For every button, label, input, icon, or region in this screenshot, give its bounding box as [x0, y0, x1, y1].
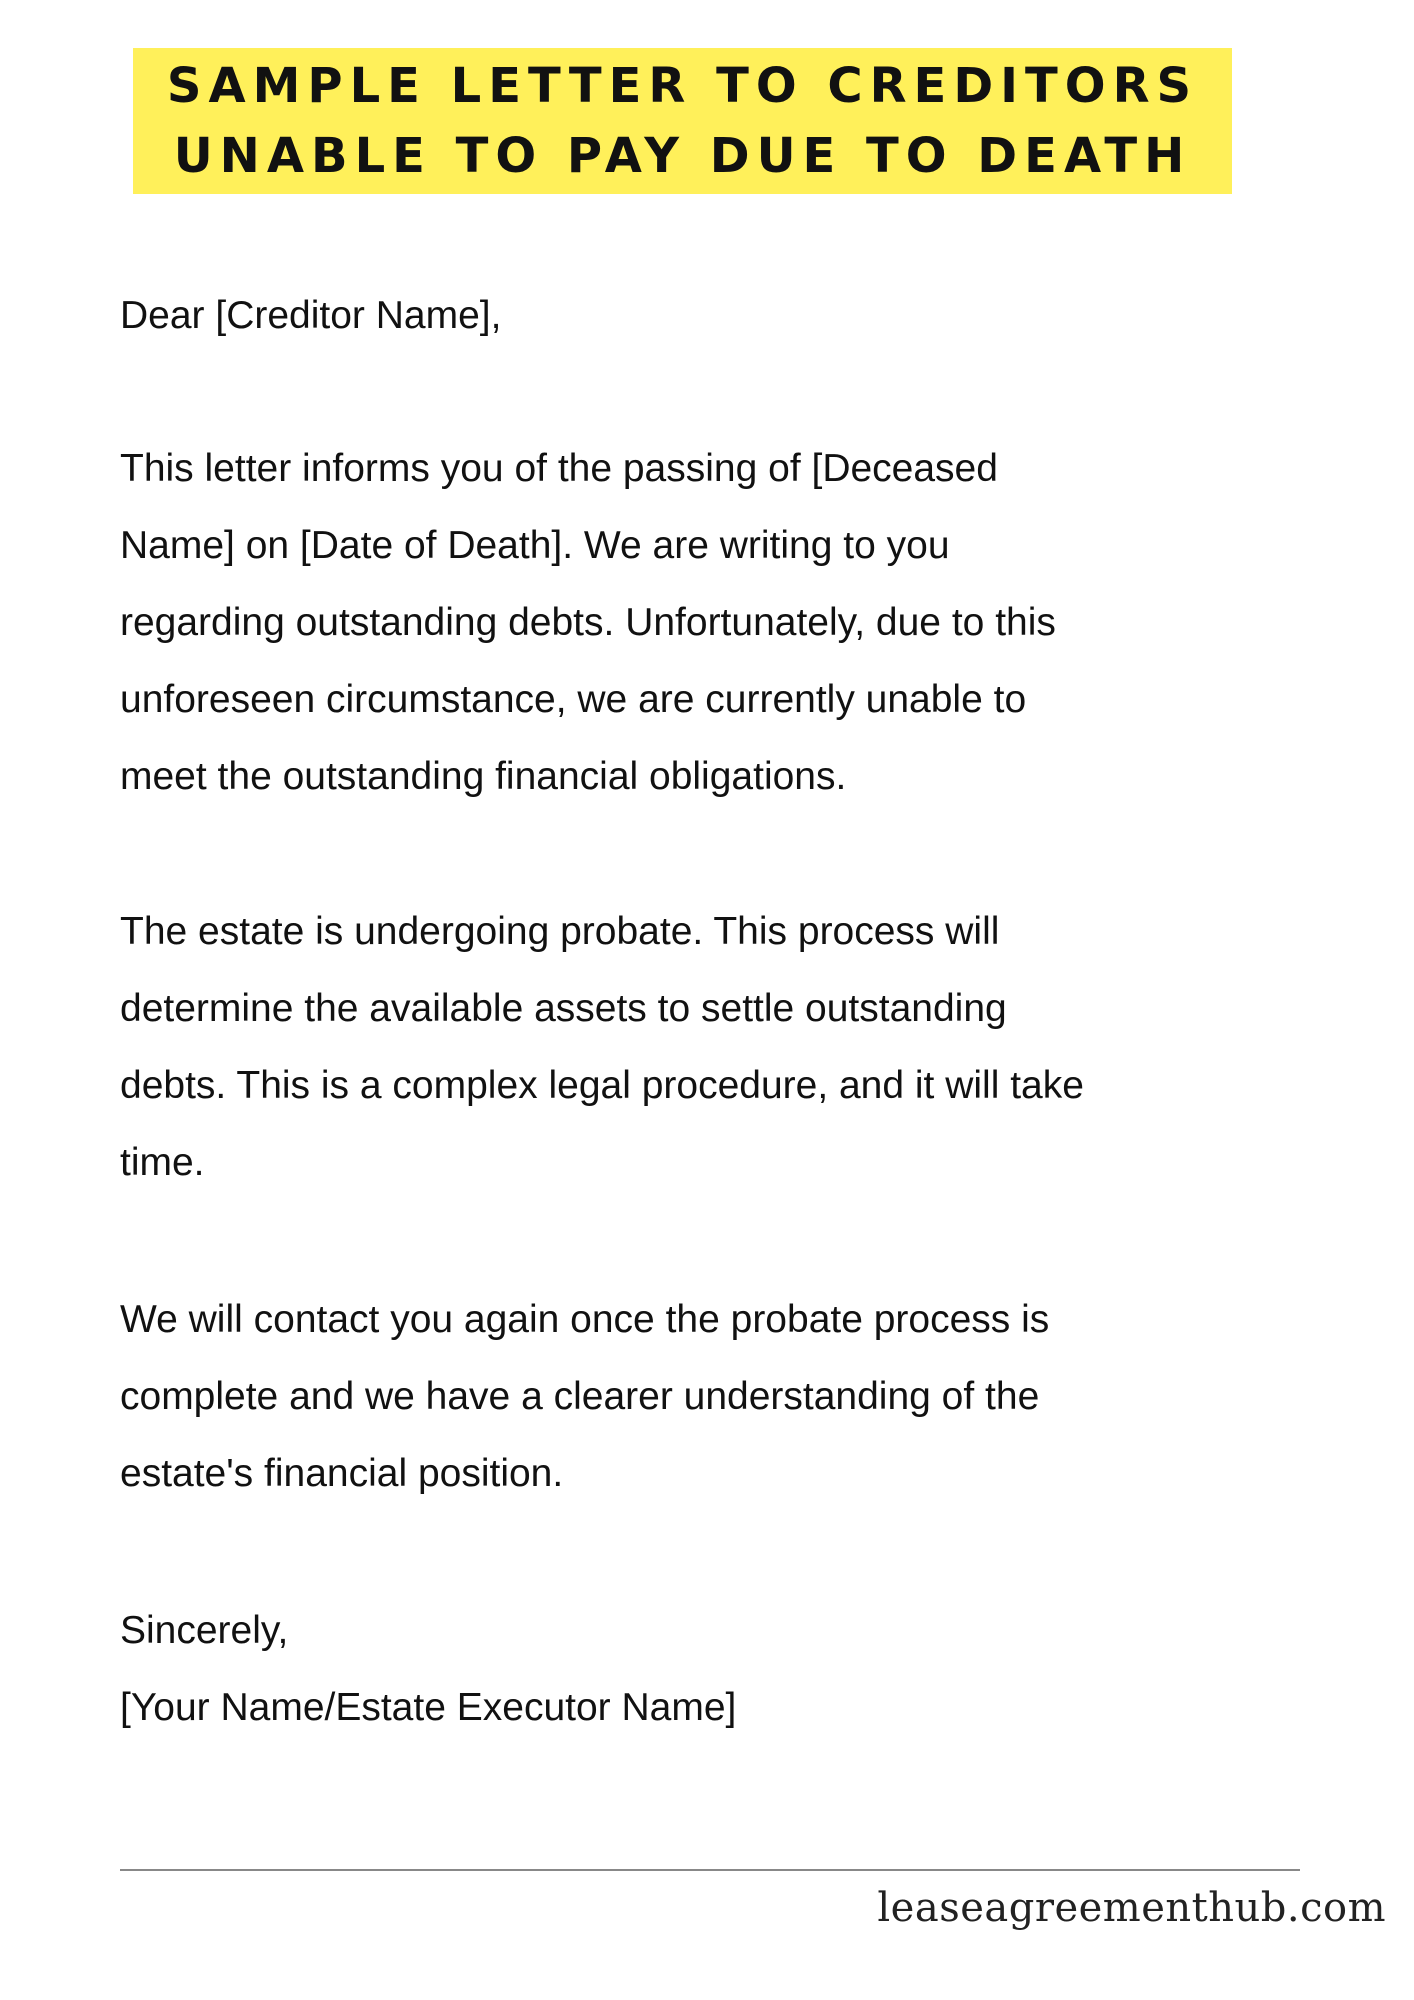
title-line-2: UNABLE TO PAY DUE TO DEATH: [173, 128, 1192, 184]
paragraph-3: [120, 1281, 1320, 1512]
salutation-text: Dear [Creditor Name],: [120, 294, 502, 337]
paragraph-2-line: The estate is undergoing probate. This process will: [120, 910, 1000, 953]
paragraph-1-line: Name] on [Date of Death]. We are writing to you: [120, 524, 950, 567]
paragraph-1-line: meet the outstanding financial obligations.: [120, 755, 847, 798]
signature-name: [Your Name/Estate Executor Name]: [120, 1686, 737, 1729]
paragraph-2-line: debts. This is a complex legal procedure, and it will take: [120, 1064, 1084, 1107]
title-line-1: SAMPLE LETTER TO CREDITORS: [166, 58, 1199, 114]
closing-text: Sincerely,: [120, 1609, 289, 1652]
paragraph-3-line: We will contact you again once the probate process is: [120, 1298, 1050, 1341]
paragraph-2-line: determine the available assets to settle outstanding: [120, 987, 1007, 1030]
paragraph-2: [120, 893, 1320, 1201]
paragraph-1-line: unforeseen circumstance, we are currently unable to: [120, 678, 1027, 721]
paragraph-3-line: complete and we have a clearer understanding of the: [120, 1375, 1040, 1418]
footer-divider: [120, 1869, 1300, 1871]
paragraph-2-line: time.: [120, 1141, 205, 1184]
paragraph-1-line: This letter informs you of the passing of [Deceased: [120, 447, 998, 490]
title-highlight: [133, 48, 1232, 194]
footer-website: leaseagreementhub.com: [877, 1885, 1386, 1931]
paragraph-3-line: estate's financial position.: [120, 1452, 564, 1495]
closing-block: [120, 1592, 1320, 1746]
salutation: [120, 277, 1320, 354]
paragraph-1: [120, 430, 1320, 815]
paragraph-1-line: regarding outstanding debts. Unfortunately, due to this: [120, 601, 1056, 644]
